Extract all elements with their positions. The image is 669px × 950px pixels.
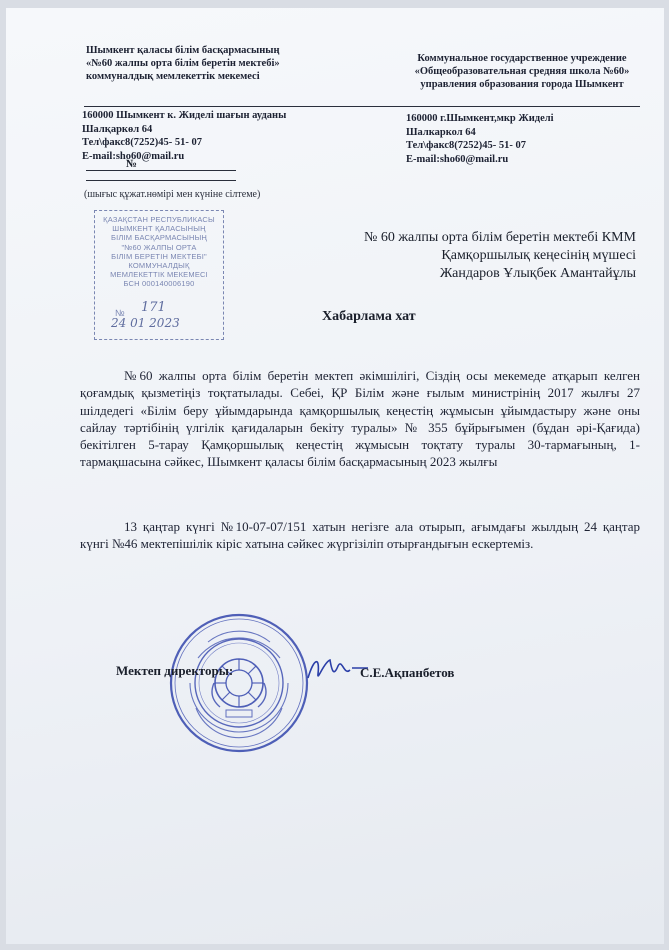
signature-label: Мектеп директоры: <box>116 663 234 678</box>
recipient-line: № 60 жалпы орта білім беретін мектебі КММ <box>364 230 636 245</box>
address-line: E-mail:sho60@mail.ru <box>82 150 185 162</box>
stamp-number-label: № <box>115 308 125 318</box>
address-line: E-mail:sho60@mail.ru <box>406 153 509 165</box>
address-line: Тел\факс8(7252)45- 51- 07 <box>82 137 203 148</box>
address-line: 160000 Шымкент к. Жиделі шағын ауданы <box>82 110 287 121</box>
address-line: 160000 г.Шымкент,мкр Жиделі <box>406 113 554 124</box>
signatory-name: С.Е.Ақпанбетов <box>360 665 455 680</box>
stamp-line: БІЛІМ БЕРЕТІН МЕКТЕБІ" <box>111 251 207 261</box>
address-line: Шалқаркөл 64 <box>82 123 153 135</box>
stamp-line: ҚАЗАҚСТАН РЕСПУБЛИКАСЫ <box>103 215 215 224</box>
recipient-block <box>328 229 636 283</box>
stamp-number-value: 171 <box>141 300 166 315</box>
body-paragraph-1: №60 жалпы орта білім беретін мектеп әкімшілігі, Сіздің осы мекемеде атқарып келген қоғамдық қызметіңіз тоқтатылады. Себеі, ҚР Білім және ғылым министрінің 2017 жылғы 27 шілдедегі «Білім беру ұйымдарында қамқоршылық кеңестің жұмысын ұйымдастыру және оны сайлау тәртібінің үлгілік қағидаларын бекіту туралы» № 355 бұйрығымен (бұдан әрі-Қағида) бекітілген 5-тарау Қамқоршылық кеңестің жұмысын тоқтату туралы 30-тармағының, 1-тармақшасына сәйкес, Шымкент қаласы білім басқармасының 2023 жылғы <box>80 368 640 470</box>
letter-sheet <box>6 8 664 944</box>
stamp-line: БСН 000140006190 <box>123 279 195 289</box>
address-russian <box>406 112 646 166</box>
body-paragraph-2: 13 қаңтар күнгі №10-07-07/151 хатын негізге ала отырып, ағымдағы жылдың 24 қаңтар күнгі №46 мектепішілік кіріс хатына сәйкес жүргізіліп отырғандығын ескертеміз. <box>80 519 640 552</box>
official-round-seal <box>168 612 310 754</box>
outgoing-number-line <box>86 158 236 171</box>
stamp-line: ШЫМКЕНТ ҚАЛАСЫНЫҢ <box>112 224 206 234</box>
header-line: «№60 жалпы орта білім беретін мектебі» <box>86 58 280 69</box>
header-line: Шымкент қаласы білім басқармасының <box>86 45 280 56</box>
recipient-line: Қамқоршылық кеңесінің мүшесі <box>441 248 636 263</box>
outgoing-date-line <box>86 180 236 181</box>
address-line: Шалкаркол 64 <box>406 126 476 138</box>
reference-note: (шығыс құжат.нөмірі мен күніне сілтеме) <box>84 189 261 200</box>
stamp-date-value: 24 01 2023 <box>111 316 180 330</box>
stamp-line: "№60 ЖАЛПЫ ОРТА <box>121 242 197 252</box>
address-kazakh <box>82 109 332 163</box>
letter-title: Хабарлама хат <box>322 309 416 324</box>
incoming-registration-stamp <box>94 210 224 340</box>
header-line: коммуналдық мемлекеттік мекемесі <box>86 71 260 82</box>
recipient-line: Жандаров Ұлықбек Амантайұлы <box>439 266 636 281</box>
address-line: Тел\факс8(7252)45- 51- 07 <box>406 140 527 151</box>
header-divider <box>84 106 640 107</box>
header-line: управления образования города Шымкент <box>420 79 624 90</box>
stamp-line: КОММУНАЛДЫҚ <box>128 261 190 271</box>
header-russian <box>392 52 652 91</box>
header-line: Коммунальное государственное учреждение <box>417 53 627 64</box>
stamp-line: БІЛІМ БАСҚАРМАСЫНЫҢ <box>110 233 208 243</box>
outgoing-number-sign: № <box>126 158 138 170</box>
header-line: «Общеобразовательная средняя школа №60» <box>414 66 630 77</box>
header-kazakh <box>86 44 336 83</box>
stamp-line: МЕМЛЕКЕТТІК МЕКЕМЕСІ <box>110 270 208 280</box>
